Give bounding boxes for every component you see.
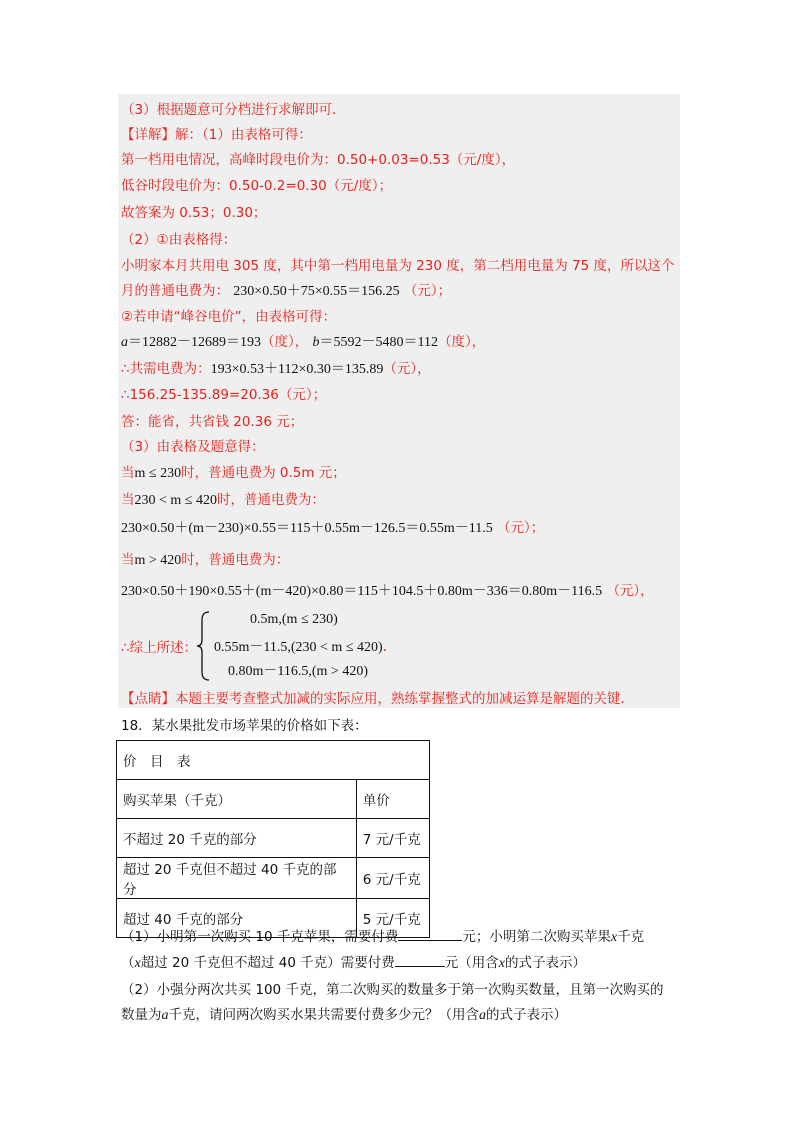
piecewise-case: 0.5m,(m ≤ 230) [250, 612, 338, 627]
solution-line: 故答案为 0.53；0.30； [121, 205, 267, 221]
solution-line: （3）根据题意可分档进行求解即可． [121, 102, 346, 118]
table-cell: 超过 20 千克但不超过 40 千克的部分 [117, 858, 357, 899]
question-part-2: （2）小强分两次共买 100 千克，第二次购买的数量多于第一次购买数量，且第一次购买的 [121, 982, 664, 998]
piecewise-case: 0.55m－11.5,(230 < m ≤ 420)． [214, 640, 397, 655]
table-row [117, 819, 430, 858]
solution-line: 当m > 420时，普通电费为： [121, 552, 290, 568]
solution-line: 230×0.50＋190×0.55＋(m－420)×0.80＝115＋104.5＋0.80m－336＝0.80m－116.5 （元）， [121, 583, 654, 599]
solution-line: ∴共需电费为：193×0.53＋112×0.30＝135.89（元）， [121, 361, 431, 377]
solution-line: 230×0.50＋(m－230)×0.55＝115＋0.55m－126.5＝0.55m－11.5 （元）； [121, 520, 545, 536]
solution-line: 月的普通电费为： 230×0.50＋75×0.55＝156.25 （元）； [121, 283, 452, 299]
table-cell: 超过 40 千克的部分 [117, 899, 357, 938]
brace-icon [196, 610, 212, 682]
question-title: 18．某水果批发市场苹果的价格如下表： [121, 718, 368, 734]
solution-line: 当230 < m ≤ 420时，普通电费为： [121, 492, 325, 508]
answer-blank[interactable] [395, 954, 445, 967]
solution-line: 第一档用电情况，高峰时段电价为：0.50+0.03=0.53（元/度）， [121, 152, 516, 168]
solution-line: 【详解】解：（1）由表格可得： [121, 127, 312, 143]
solution-line: 低谷时段电价为：0.50-0.2=0.30（元/度）； [121, 178, 393, 194]
table-row [117, 780, 430, 819]
solution-line: 答：能省，共省钱 20.36 元； [121, 414, 304, 430]
solution-line: a＝12882－12689＝193（度）， b＝5592－5480＝112（度）， [121, 334, 486, 350]
solution-line: ∴156.25-135.89=20.36（元）； [121, 387, 327, 403]
question-part-1-cont: （x超过 20 千克但不超过 40 千克）需要付费 元（用含x的式子表示） [121, 955, 586, 971]
solution-line: （3）由表格及题意得： [121, 439, 265, 455]
solution-line: 小明家本月共用电 305 度，其中第一档用电量为 230 度，第二档用电量为 75 度，所以这个 [121, 258, 675, 274]
price-table [116, 740, 430, 938]
solution-line: 当m ≤ 230时，普通电费为 0.5m 元； [121, 465, 346, 481]
table-header-cell: 单价 [356, 780, 429, 819]
solution-line: （2）①由表格得： [121, 232, 237, 248]
piecewise-case: 0.80m－116.5,(m > 420) [228, 664, 368, 679]
detail-tag: 【详解】 [121, 127, 175, 143]
solution-line: ②若申请“峰谷电价”，由表格可得： [121, 309, 337, 325]
table-cell: 不超过 20 千克的部分 [117, 819, 357, 858]
remark-tag: 【点睛】 [121, 691, 175, 707]
solution-line: 【点睛】本题主要考查整式加减的实际应用，熟练掌握整式的加减运算是解题的关键． [121, 691, 634, 707]
table-title-cell: 价 目 表 [117, 741, 430, 780]
table-cell: 5 元/千克 [356, 899, 429, 938]
table-cell: 7 元/千克 [356, 819, 429, 858]
table-row [117, 741, 430, 780]
conclusion-label: ∴综上所述： [121, 640, 198, 656]
table-header-cell: 购买苹果（千克） [117, 780, 357, 819]
answer-blank[interactable] [398, 928, 462, 941]
question-part-2-cont: 数量为a千克，请问两次购买水果共需要付费多少元？（用含a的式子表示） [121, 1007, 567, 1023]
question-part-1: （1）小明第一次购买 10 千克苹果，需要付费 元；小明第二次购买苹果x千克 [121, 929, 645, 945]
table-row [117, 858, 430, 899]
table-cell: 6 元/千克 [356, 858, 429, 899]
